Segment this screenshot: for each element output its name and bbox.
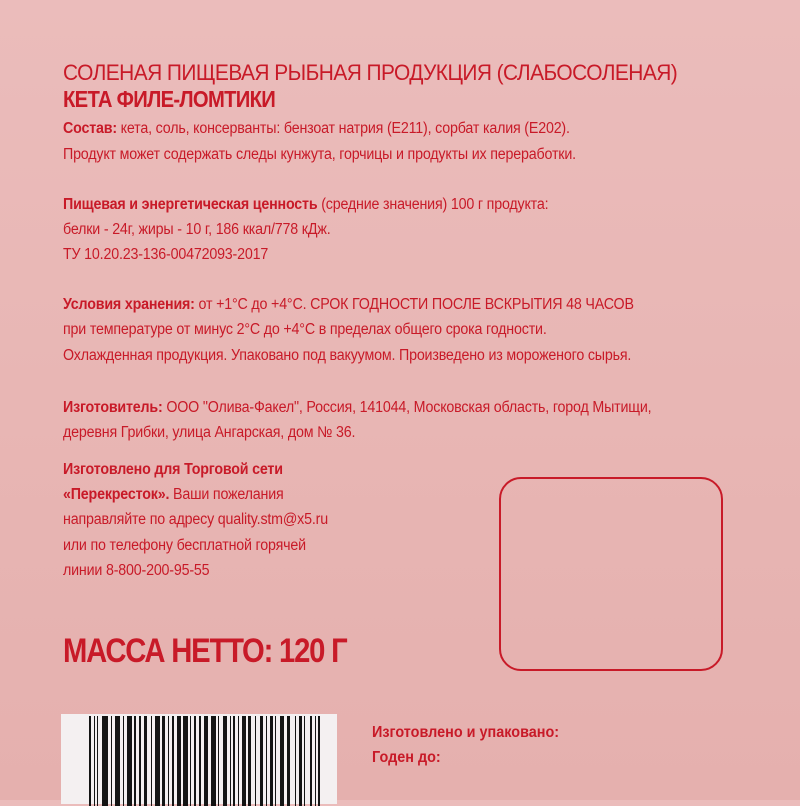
storage-label: Условия хранения: xyxy=(63,296,195,313)
composition xyxy=(63,120,570,138)
barcode-icon xyxy=(89,716,321,806)
allergens-text: Продукт может содержать следы кунжута, горчицы и продукты их переработки. xyxy=(63,146,576,163)
storage-line-3: Охлажденная продукция. Упаковано под вакуумом. Произведено из мороженого сырья. xyxy=(63,347,632,364)
storage-text: от +1°С до +4°С. СРОК ГОДНОСТИ ПОСЛЕ ВСКРЫТИЯ 48 ЧАСОВ xyxy=(194,296,634,313)
manufacturer-label: Изготовитель: xyxy=(63,399,163,416)
retailer-phone-line: или по телефону бесплатной горячей xyxy=(63,537,306,554)
manufacturer xyxy=(63,399,651,417)
storage-line-2: при температуре от минус 2°С до +4°С в пределах общего срока годности. xyxy=(63,321,547,338)
retailer-label xyxy=(63,461,283,479)
storage-conditions xyxy=(63,296,634,314)
manufacturer-address-line-2: деревня Грибки, улица Ангарская, дом № 36. xyxy=(63,424,356,441)
retailer-email-line: направляйте по адресу quality.stm@x5.ru xyxy=(63,511,328,528)
nutrition xyxy=(63,196,548,214)
packed-date-label: Изготовлено и упаковано: xyxy=(372,724,560,741)
retailer-feedback-text: Ваши пожелания xyxy=(169,486,284,503)
product-category-title: СОЛЕНАЯ ПИЩЕВАЯ РЫБНАЯ ПРОДУКЦИЯ (СЛАБОСОЛЕНАЯ) xyxy=(63,60,678,85)
nutrition-label: Пищевая и энергетическая ценность xyxy=(63,196,318,213)
date-stamp-box xyxy=(499,477,723,671)
nutrition-text: (средние значения) 100 г продукта: xyxy=(317,196,549,213)
composition-label: Состав: xyxy=(63,120,117,137)
retailer-line-2 xyxy=(63,486,284,504)
best-before-label: Годен до: xyxy=(372,749,441,766)
net-weight: МАССА НЕТТО: 120 Г xyxy=(63,632,347,670)
technical-standard: ТУ 10.20.23-136-00472093-2017 xyxy=(63,246,269,263)
retailer-hotline: линии 8-800-200-95-55 xyxy=(63,562,210,579)
barcode-bar xyxy=(318,716,320,806)
retailer-label-line-1: Изготовлено для Торговой сети xyxy=(63,461,283,478)
product-name: КЕТА ФИЛЕ-ЛОМТИКИ xyxy=(63,86,276,112)
composition-text: кета, соль, консерванты: бензоат натрия (Е211), сорбат калия (Е202). xyxy=(116,120,570,137)
nutrition-values: белки - 24г, жиры - 10 г, 186 ккал/778 кДж. xyxy=(63,221,331,238)
retailer-name: «Перекресток». xyxy=(63,486,170,503)
manufacturer-text: ООО "Олива-Факел", Россия, 141044, Московская область, город Мытищи, xyxy=(162,399,652,416)
